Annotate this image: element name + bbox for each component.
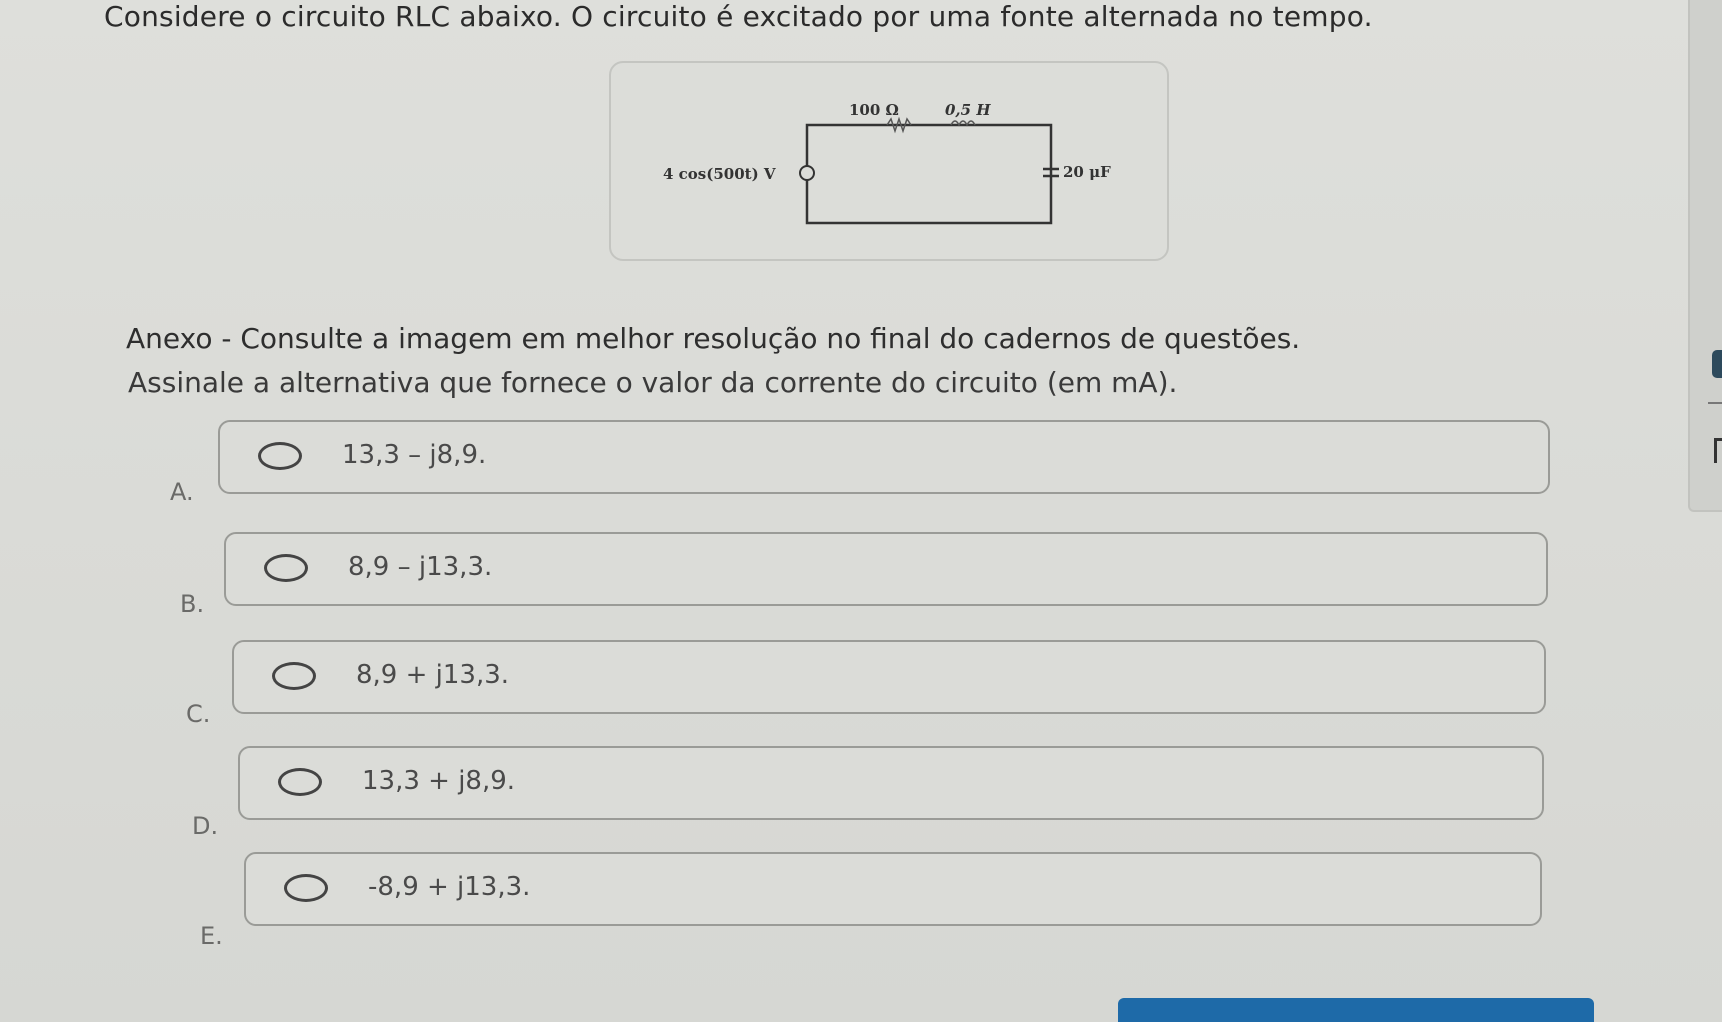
circuit-figure <box>609 61 1169 261</box>
side-panel <box>1688 0 1722 512</box>
source-label: 4 cos(500t) V <box>663 165 776 183</box>
circuit-loop <box>807 125 1051 223</box>
option-letter-e: E. <box>200 922 223 950</box>
ac-source-symbol <box>800 166 814 180</box>
side-panel-tab[interactable] <box>1712 350 1722 378</box>
radio-e[interactable] <box>284 874 328 902</box>
circuit-diagram <box>611 63 1167 259</box>
option-text-b: 8,9 – j13,3. <box>348 552 493 582</box>
resistor-label: 100 Ω <box>849 101 899 119</box>
radio-a[interactable] <box>258 442 302 470</box>
option-text-c: 8,9 + j13,3. <box>356 660 510 690</box>
option-text-e: -8,9 + j13,3. <box>368 872 531 902</box>
option-a[interactable] <box>218 420 1550 494</box>
option-d[interactable] <box>238 746 1544 820</box>
side-panel-divider <box>1708 402 1722 404</box>
submit-button[interactable] <box>1118 998 1594 1022</box>
option-b[interactable] <box>224 532 1548 606</box>
capacitor-label: 20 μF <box>1063 163 1111 181</box>
option-c[interactable] <box>232 640 1546 714</box>
option-e[interactable] <box>244 852 1542 926</box>
question-prompt: Assinale a alternativa que fornece o valor da corrente do circuito (em mA). <box>128 366 1178 399</box>
question-header: Considere o circuito RLC abaixo. O circuito é excitado por uma fonte alternada no tempo. <box>104 0 1373 33</box>
option-letter-a: A. <box>170 478 194 506</box>
bracket-icon <box>1714 438 1722 463</box>
annex-note: Anexo - Consulte a imagem em melhor resolução no final do cadernos de questões. <box>126 322 1301 355</box>
radio-c[interactable] <box>272 662 316 690</box>
radio-d[interactable] <box>278 768 322 796</box>
option-letter-c: C. <box>186 700 211 728</box>
radio-b[interactable] <box>264 554 308 582</box>
option-text-d: 13,3 + j8,9. <box>362 766 516 796</box>
option-text-a: 13,3 – j8,9. <box>342 440 487 470</box>
option-letter-b: B. <box>180 590 205 618</box>
option-letter-d: D. <box>192 812 219 840</box>
inductor-label: 0,5 H <box>945 101 991 119</box>
